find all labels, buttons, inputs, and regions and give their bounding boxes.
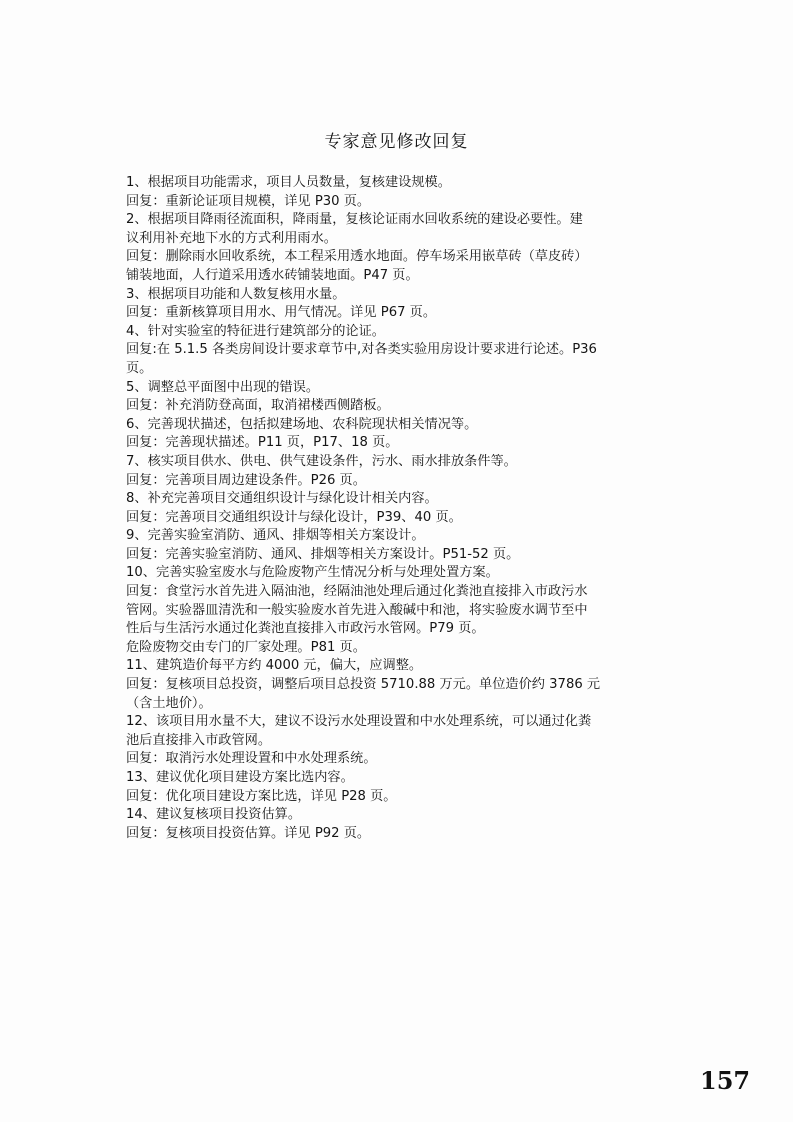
text-line: 回复：重新论证项目规模，详见 P30 页。: [126, 193, 371, 209]
text-line: 回复：复核项目总投资，调整后项目总投资 5710.88 万元。单位造价约 3786 元: [126, 677, 601, 693]
text-line: 铺装地面，人行道采用透水砖铺装地面。P47 页。: [126, 267, 419, 283]
text-line: 7、核实项目供水、供电、供气建设条件，污水、雨水排放条件等。: [126, 453, 517, 469]
text-line: 回复：完善实验室消防、通风、排烟等相关方案设计。P51-52 页。: [126, 546, 520, 562]
text-line: 回复：补充消防登高面，取消裙楼西侧踏板。: [126, 398, 390, 414]
text-line: 回复：取消污水处理设置和中水处理系统。: [126, 751, 377, 767]
text-line: 页。: [126, 360, 153, 376]
text-line: 5、调整总平面图中出现的错误。: [126, 379, 320, 395]
text-line: 6、完善现状描述，包括拟建场地、农科院现状相关情况等。: [126, 416, 478, 432]
text-line: 9、完善实验室消防、通风、排烟等相关方案设计。: [126, 528, 425, 544]
page-number: 157: [700, 1066, 751, 1095]
text-line: 8、补充完善项目交通组织设计与绿化设计相关内容。: [126, 491, 438, 507]
text-line: 管网。实验器皿清洗和一般实验废水首先进入酸碱中和池，将实验废水调节至中: [126, 602, 588, 618]
text-line: 回复：食堂污水首先进入隔油池，经隔油池处理后通过化粪池直接排入市政污水: [126, 584, 588, 600]
text-line: 4、针对实验室的特征进行建筑部分的论证。: [126, 323, 385, 339]
text-line: 2、根据项目降雨径流面积，降雨量，复核论证雨水回收系统的建设必要性。建: [126, 212, 583, 228]
text-line: 10、完善实验室废水与危险废物产生情况分析与处理处置方案。: [126, 565, 499, 581]
text-line: 回复：完善项目周边建设条件。P26 页。: [126, 472, 366, 488]
text-line: 回复：复核项目投资估算。详见 P92 页。: [126, 825, 371, 841]
text-line: 12、该项目用水量不大，建议不设污水处理设置和中水处理系统，可以通过化粪: [126, 714, 592, 730]
document-title: 专家意见修改回复: [324, 132, 469, 152]
text-line: 13、建议优化项目建设方案比选内容。: [126, 770, 354, 785]
text-line: 14、建议复核项目投资估算。: [126, 807, 302, 823]
text-line: 回复：优化项目建设方案比选，详见 P28 页。: [126, 788, 397, 804]
text-line: 性后与生活污水通过化粪池直接排入市政污水管网。P79 页。: [126, 621, 485, 637]
text-line: 议利用补充地下水的方式利用雨水。: [126, 230, 337, 246]
text-line: 危险废物交由专门的厂家处理。P81 页。: [126, 639, 366, 655]
text-line: 回复：完善现状描述。P11 页，P17、18 页。: [126, 435, 399, 451]
text-line: 1、根据项目功能需求，项目人员数量，复核建设规模。: [126, 175, 451, 190]
text-line: 回复:在 5.1.5 各类房间设计要求章节中,对各类实验用房设计要求进行论述。P36: [126, 342, 597, 358]
text-line: 池后直接排入市政管网。: [126, 732, 272, 748]
document-body: [126, 174, 666, 843]
text-line: （含土地价）。: [126, 695, 212, 711]
text-line: 3、根据项目功能和人数复核用水量。: [126, 286, 346, 302]
text-line: 回复：完善项目交通组织设计与绿化设计，P39、40 页。: [126, 509, 462, 525]
text-line: 回复：删除雨水回收系统，本工程采用透水地面。停车场采用嵌草砖（草皮砖）: [126, 249, 588, 265]
text-line: 回复：重新核算项目用水、用气情况。详见 P67 页。: [126, 305, 437, 321]
text-line: 11、建筑造价每平方约 4000 元，偏大，应调整。: [126, 658, 423, 674]
